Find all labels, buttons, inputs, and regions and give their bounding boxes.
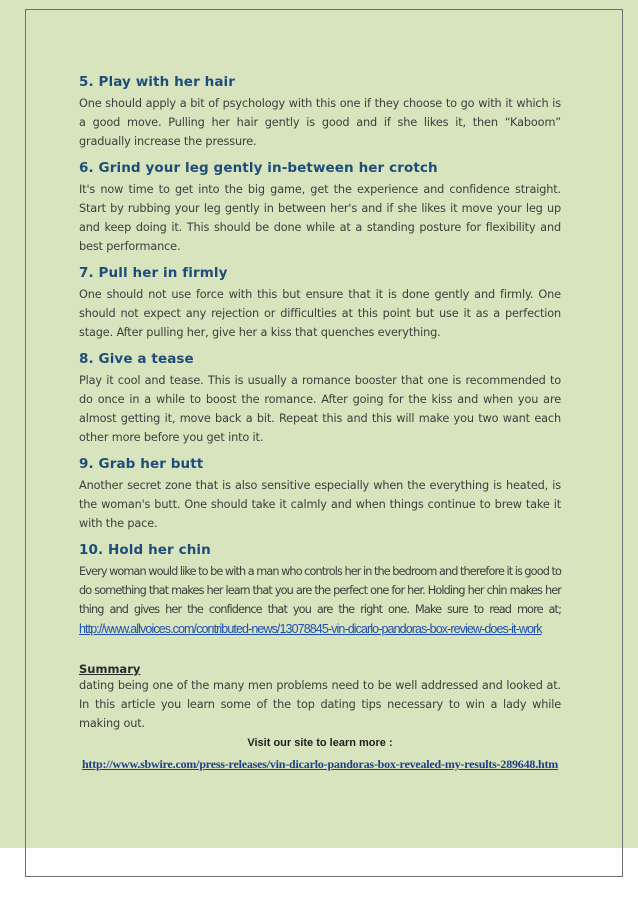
section-text: One should apply a bit of psychology with this one if they choose to go with it which is a good move. Pulling her hair gently is good and if she likes it, then “Kaboom” gradually increase the pressure. [79, 97, 561, 148]
section-grab-butt [79, 456, 561, 533]
sbwire-link[interactable]: http://www.sbwire.com/press-releases/vin-dicarlo-pandoras-box-revealed-my-results-289648.htm [81, 757, 559, 771]
section-heading: 9. Grab her butt [79, 456, 204, 472]
section-hold-chin [79, 542, 561, 640]
section-play-with-hair [79, 74, 561, 151]
section-text: One should not use force with this but ensure that it is done gently and firmly. One should not expect any rejection or difficulties at this point but use it as a perfection stage. After pulling her, give her a kiss that quenches everything. [79, 288, 561, 339]
summary-text: dating being one of the many men problems need to be well addressed and looked at. In this article you learn some of the top dating tips necessary to win a lady while making out. [79, 679, 561, 730]
footer [79, 735, 561, 776]
section-text: It's now time to get into the big game, get the experience and confidence straight. Start by rubbing your leg gently in between her's and if she likes it move your leg up and keep doing it. This should be done while at a standing posture for flexibility and best performance. [79, 183, 561, 253]
summary-heading: Summary [79, 662, 141, 676]
section-text: Play it cool and tease. This is usually a romance booster that one is recommended to do once in a while to boost the romance. After going for the kiss and when you are almost getting it, move back a bit. Repeat this and this will make you two want each other more before you get into it. [79, 374, 561, 444]
section-give-tease [79, 351, 561, 447]
footer-label: Visit our site to learn more : [247, 737, 393, 749]
section-heading: 8. Give a tease [79, 351, 194, 367]
section-text-content: Every woman would like to be with a man who controls her in the bedroom and therefore it is good to do something that makes her learn that you are the perfect one for her. Holding her chin makes her thing and gives her the confidence that you are the right one. Make sure to read more at; [79, 565, 561, 616]
section-text: Another secret zone that is also sensitive especially when the everything is heated, is the woman's butt. One should take it calmly and when things continue to brew take it with the pace. [79, 479, 561, 530]
allvoices-link[interactable]: http://www.allvoices.com/contributed-news/13078845-vin-dicarlo-pandoras-box-review-does-it-work [79, 622, 542, 636]
section-grind-leg [79, 160, 561, 256]
section-text [79, 562, 561, 640]
section-heading: 7. Pull her in firmly [79, 265, 228, 281]
section-heading: 6. Grind your leg gently in-between her crotch [79, 160, 438, 176]
document-body [79, 74, 561, 776]
section-heading: 5. Play with her hair [79, 74, 236, 90]
section-heading: 10. Hold her chin [79, 542, 211, 558]
section-pull-her-in [79, 265, 561, 342]
